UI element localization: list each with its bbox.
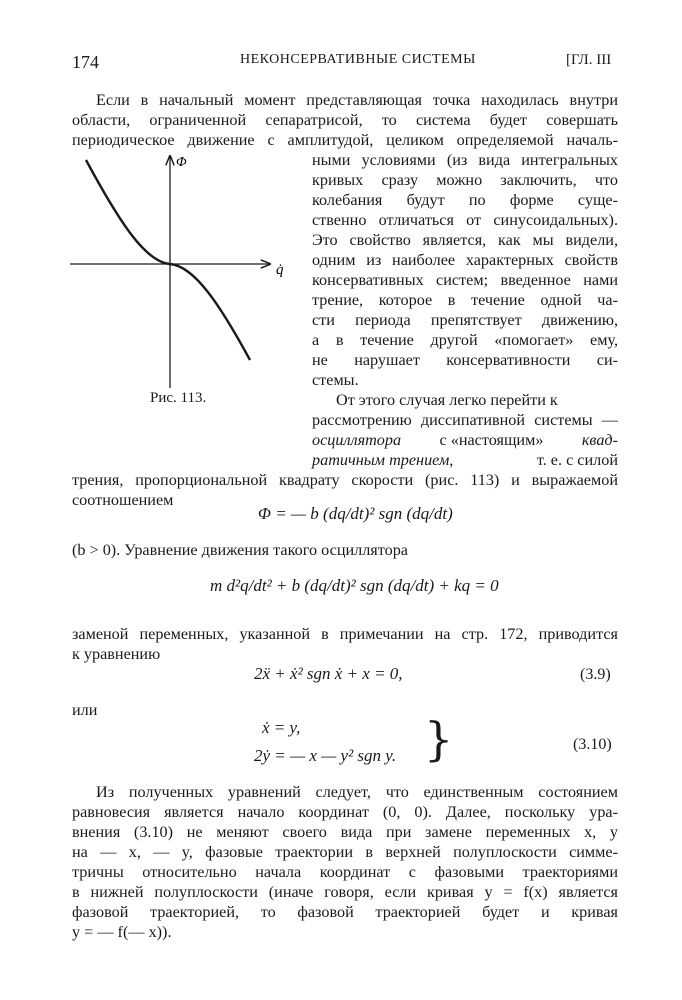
text-line: Если в начальный момент представляющая точка находилась внутри (96, 91, 618, 109)
figure-113 (66, 150, 292, 410)
equation-3-9: 2ẍ + ẋ² sgn ẋ + x = 0, (254, 664, 403, 683)
text-line: к уравнению (72, 645, 161, 663)
text-line: рассмотрению диссипативной системы — (312, 411, 618, 429)
text-line: а в течение другой «помогает» ему, (312, 331, 618, 349)
formula-friction: Φ = — b (dq/dt)² sgn (dq/dt) (258, 504, 453, 523)
text-line: равновесия является начало координат (0, 0). Далее, поскольку ура- (72, 803, 618, 821)
text-line: ными условиями (из вида интегральных (312, 151, 618, 169)
text-line: внения (3.10) не меняют своего вида при замене переменных x, y (72, 823, 618, 841)
text-line: на — x, — y, фазовые траектории в верхней полуплоскости симме- (72, 843, 618, 861)
phi-curve (86, 160, 250, 360)
text-line: консервативных систем; введенное нами (312, 271, 618, 289)
text-line: трения, пропорциональной квадрату скорости (рис. 113) и выражаемой (72, 471, 618, 489)
text-span: т. е. с силой (536, 451, 618, 469)
text-line: Из полученных уравнений следует, что единственным состоянием (96, 783, 618, 801)
text-line: Это свойство является, как мы видели, (312, 231, 618, 249)
equation-number: (3.10) (573, 736, 612, 753)
figure-caption: Рис. 113. (150, 390, 207, 406)
formula-motion: m d²q/dt² + b (dq/dt)² sgn (dq/dt) + kq = 0 (210, 576, 499, 595)
text-line: ственно отличаться от синусоидальных). (312, 211, 618, 229)
term-friction: ратичным трением, (312, 451, 454, 469)
term-quadratic: квад- (581, 431, 618, 449)
y-axis-label: Φ (176, 155, 187, 170)
text-line: тричны относительно начала координат с фазовыми траекториями (72, 863, 618, 881)
text-line (312, 450, 618, 470)
text-line: кривых сразу можно заключить, что (312, 171, 618, 189)
equation-number: (3.9) (580, 666, 611, 683)
text-line: соотношением (72, 491, 174, 509)
term-oscillator: осциллятора (312, 431, 402, 449)
page-number: 174 (72, 52, 99, 72)
text-line: фазовой траекторией, то фазовой траекторией будет и кривая (72, 903, 618, 921)
running-title: НЕКОНСЕРВАТИВНЫЕ СИСТЕМЫ (240, 52, 476, 67)
x-axis-label: q̇ (276, 262, 284, 278)
text-line: (b > 0). Уравнение движения такого осциллятора (72, 541, 408, 559)
text-line: в нижней полуплоскости (иначе говоря, если кривая y = f(x) является (72, 883, 618, 901)
text-line: заменой переменных, указанной в примечании на стр. 172, приводится (72, 625, 618, 643)
equation-3-10-line2: 2ẏ = — x — y² sgn y. (254, 746, 397, 765)
equation-3-10-line1: ẋ = y, (262, 718, 301, 737)
text-line: стемы. (312, 371, 359, 389)
text-line: трение, которое в течение одной ча- (312, 291, 618, 309)
text-line: одним из наиболее характерных свойств (312, 251, 618, 269)
chapter-label: [ГЛ. III (566, 52, 612, 68)
text-line: От этого случая легко перейти к (336, 391, 558, 409)
text-line: не нарушает консервативности си- (312, 351, 618, 369)
text-line: сти периода препятствует движению, (312, 311, 618, 329)
text-line: периодическое движение с амплитудой, целиком определяемой началь- (72, 131, 618, 149)
text-line: или (72, 701, 98, 719)
text-line: колебания будут по форме суще- (312, 191, 618, 209)
text-line: области, ограниченной сепаратрисой, то система будет совершать (72, 111, 618, 129)
brace: } (424, 712, 454, 766)
text-span: с «настоящим» (439, 431, 544, 449)
text-line (312, 430, 618, 450)
text-line: y = — f(— x)). (72, 923, 172, 941)
